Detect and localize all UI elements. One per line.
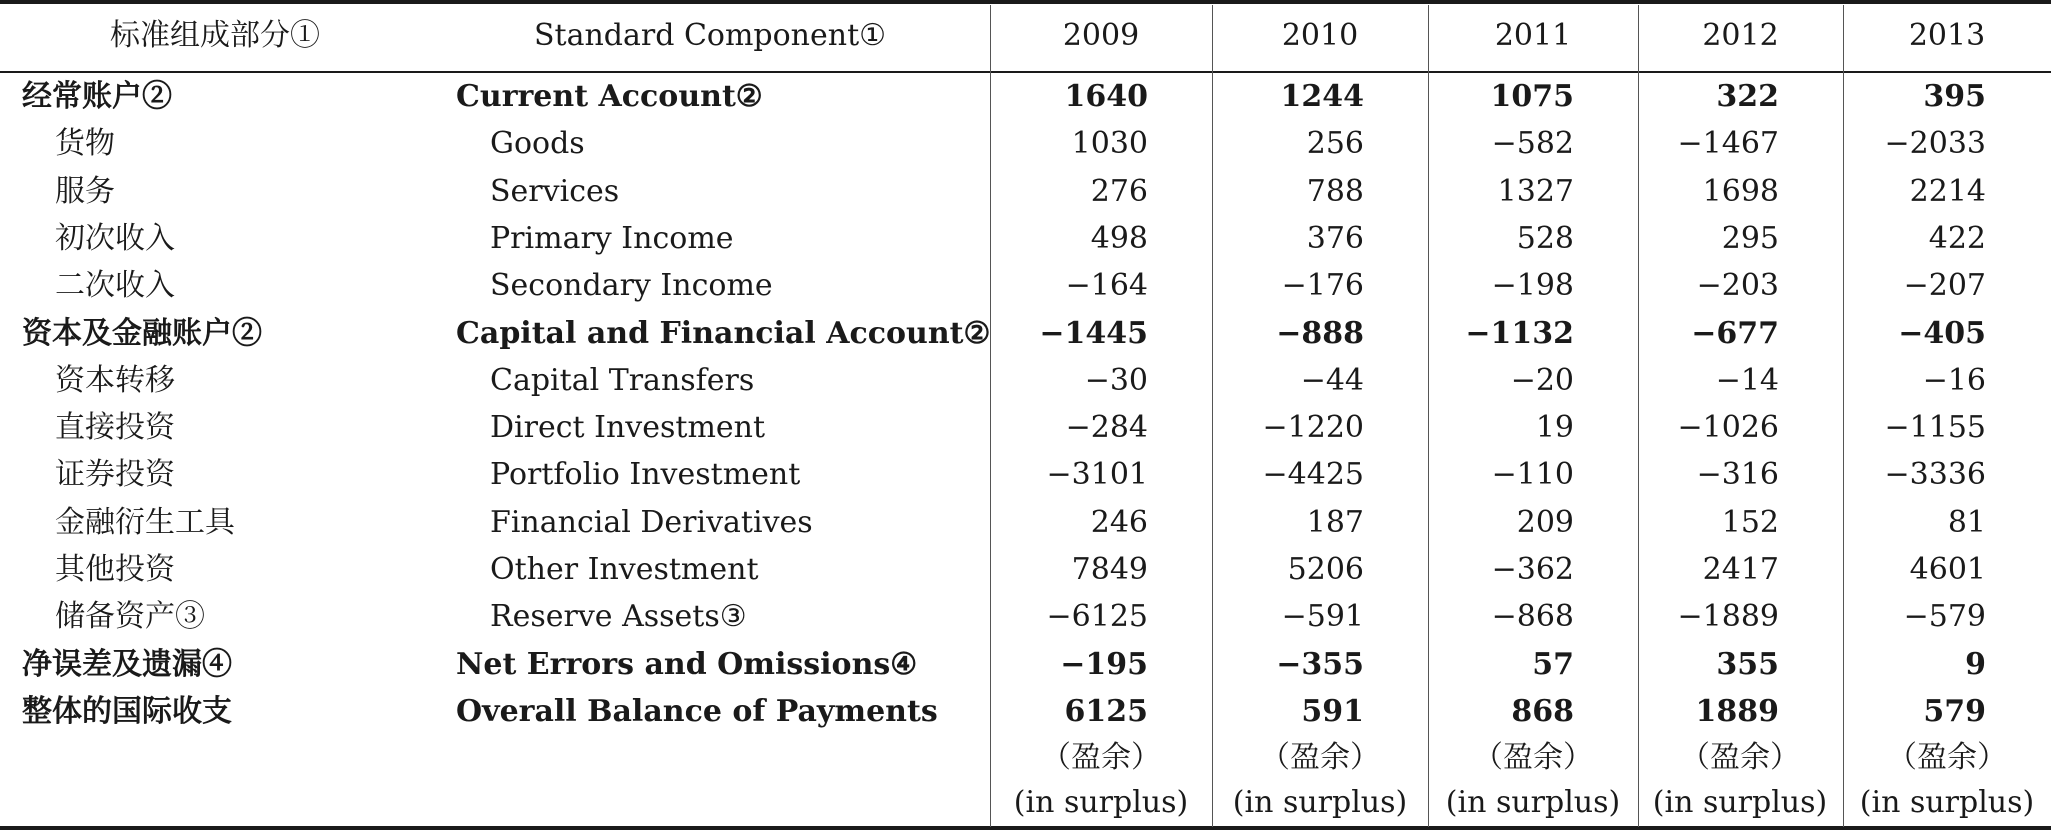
value-cell: 4601 (1909, 552, 1986, 587)
bottom-rule (0, 826, 2051, 830)
value-cell: −868 (1491, 599, 1574, 634)
surplus-label-en: (in surplus) (1013, 785, 1189, 820)
value-cell: 209 (1516, 505, 1574, 540)
value-cell: 1698 (1702, 174, 1779, 209)
value-cell: 9 (1965, 647, 1986, 682)
value-cell: 395 (1923, 79, 1986, 114)
row-label-en: Secondary Income (490, 268, 773, 303)
header-component-en: Standard Component① (533, 18, 887, 53)
surplus-label-cn: （盈余） (1041, 740, 1161, 775)
value-cell: 422 (1928, 221, 1986, 256)
row-label-cn: 二次收入 (55, 268, 175, 303)
value-cell: −582 (1491, 126, 1574, 161)
header-year: 2009 (1062, 18, 1140, 53)
value-cell: −355 (1276, 647, 1364, 682)
value-cell: 528 (1516, 221, 1574, 256)
value-cell: −20 (1510, 363, 1574, 398)
row-label-cn: 储备资产③ (55, 599, 205, 634)
value-cell: 1640 (1064, 79, 1148, 114)
value-cell: 355 (1716, 647, 1779, 682)
column-divider (1638, 5, 1639, 827)
value-cell: 1889 (1695, 694, 1779, 729)
row-label-cn: 直接投资 (55, 410, 175, 445)
row-label-en: Capital Transfers (490, 363, 755, 398)
value-cell: −316 (1696, 457, 1779, 492)
column-divider (1843, 5, 1844, 827)
value-cell: −362 (1491, 552, 1574, 587)
value-cell: −4425 (1262, 457, 1364, 492)
value-cell: 19 (1535, 410, 1574, 445)
row-label-cn: 初次收入 (55, 221, 175, 256)
value-cell: 276 (1090, 174, 1148, 209)
value-cell: 788 (1306, 174, 1364, 209)
row-label-en: Current Account② (456, 79, 763, 114)
value-cell: −3101 (1046, 457, 1148, 492)
value-cell: 498 (1090, 221, 1148, 256)
surplus-label-cn: （盈余） (1680, 740, 1800, 775)
value-cell: −284 (1065, 410, 1148, 445)
value-cell: 2417 (1702, 552, 1779, 587)
value-cell: 81 (1947, 505, 1986, 540)
value-cell: −1155 (1884, 410, 1986, 445)
value-cell: −405 (1898, 316, 1986, 351)
row-label-en: Other Investment (490, 552, 759, 587)
value-cell: −44 (1300, 363, 1364, 398)
column-divider (1212, 5, 1213, 827)
row-label-en: Reserve Assets③ (490, 599, 747, 634)
value-cell: −2033 (1884, 126, 1986, 161)
header-rule (0, 71, 2051, 73)
row-label-en: Goods (490, 126, 585, 161)
value-cell: −176 (1281, 268, 1364, 303)
header-component-cn: 标准组成部分① (110, 18, 320, 53)
surplus-label-en: (in surplus) (1232, 785, 1408, 820)
column-divider (990, 5, 991, 827)
header-year: 2013 (1908, 18, 1986, 53)
value-cell: −30 (1084, 363, 1148, 398)
value-cell: 579 (1923, 694, 1986, 729)
value-cell: −1889 (1677, 599, 1779, 634)
header-year: 2012 (1702, 18, 1779, 53)
value-cell: 1075 (1490, 79, 1574, 114)
value-cell: 295 (1721, 221, 1779, 256)
row-label-en: Financial Derivatives (490, 505, 813, 540)
value-cell: −164 (1065, 268, 1148, 303)
row-label-cn: 货物 (55, 126, 115, 161)
row-label-en: Services (490, 174, 620, 209)
value-cell: 2214 (1909, 174, 1986, 209)
value-cell: 322 (1716, 79, 1779, 114)
value-cell: −1220 (1262, 410, 1364, 445)
row-label-cn: 证券投资 (55, 457, 175, 492)
row-label-en: Primary Income (490, 221, 734, 256)
value-cell: 256 (1306, 126, 1364, 161)
row-label-cn: 经常账户② (22, 79, 172, 114)
value-cell: −203 (1696, 268, 1779, 303)
value-cell: −1445 (1039, 316, 1148, 351)
value-cell: 5206 (1287, 552, 1364, 587)
row-label-cn: 资本及金融账户② (22, 316, 262, 351)
surplus-label-en: (in surplus) (1652, 785, 1828, 820)
value-cell: −6125 (1046, 599, 1148, 634)
value-cell: −1132 (1465, 316, 1574, 351)
surplus-label-en: (in surplus) (1859, 785, 2035, 820)
value-cell: 152 (1721, 505, 1779, 540)
row-label-cn: 资本转移 (55, 363, 175, 398)
value-cell: 57 (1532, 647, 1574, 682)
row-label-cn: 其他投资 (55, 552, 175, 587)
row-label-en: Direct Investment (490, 410, 766, 445)
value-cell: 1244 (1280, 79, 1364, 114)
row-label-en: Overall Balance of Payments (456, 694, 938, 729)
value-cell: −16 (1922, 363, 1986, 398)
value-cell: 591 (1301, 694, 1364, 729)
surplus-label-en: (in surplus) (1445, 785, 1621, 820)
row-label-cn: 净误差及遗漏④ (22, 647, 232, 682)
value-cell: −677 (1691, 316, 1779, 351)
column-divider (1428, 5, 1429, 827)
value-cell: −579 (1903, 599, 1986, 634)
top-rule (0, 0, 2051, 4)
value-cell: −591 (1281, 599, 1364, 634)
value-cell: −207 (1903, 268, 1986, 303)
row-label-cn: 整体的国际收支 (22, 694, 232, 729)
row-label-en: Capital and Financial Account② (456, 316, 991, 351)
surplus-label-cn: （盈余） (1473, 740, 1593, 775)
row-label-en: Portfolio Investment (490, 457, 801, 492)
value-cell: 246 (1090, 505, 1148, 540)
value-cell: 187 (1306, 505, 1364, 540)
value-cell: −198 (1491, 268, 1574, 303)
value-cell: 1327 (1497, 174, 1574, 209)
value-cell: 376 (1306, 221, 1364, 256)
row-label-cn: 服务 (55, 174, 115, 209)
value-cell: −14 (1715, 363, 1779, 398)
value-cell: 868 (1511, 694, 1574, 729)
row-label-en: Net Errors and Omissions④ (456, 647, 918, 682)
value-cell: −110 (1491, 457, 1574, 492)
header-year: 2010 (1281, 18, 1359, 53)
header-year: 2011 (1494, 18, 1572, 53)
value-cell: −888 (1276, 316, 1364, 351)
value-cell: 1030 (1071, 126, 1148, 161)
surplus-label-cn: （盈余） (1260, 740, 1380, 775)
value-cell: −1026 (1677, 410, 1779, 445)
value-cell: −1467 (1677, 126, 1779, 161)
value-cell: 7849 (1071, 552, 1148, 587)
row-label-cn: 金融衍生工具 (55, 505, 235, 540)
value-cell: −195 (1060, 647, 1148, 682)
surplus-label-cn: （盈余） (1887, 740, 2007, 775)
value-cell: 6125 (1064, 694, 1148, 729)
value-cell: −3336 (1884, 457, 1986, 492)
